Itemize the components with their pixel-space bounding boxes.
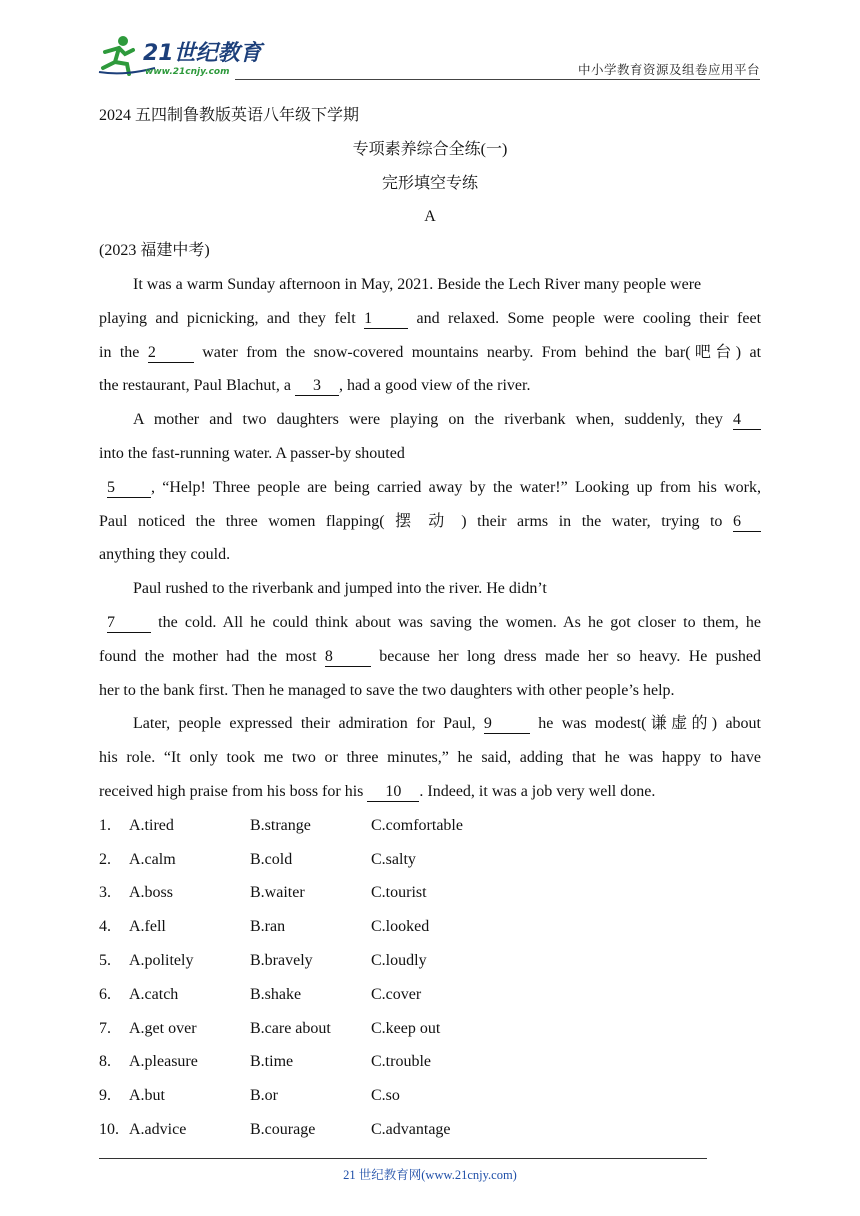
option-row: [99, 978, 761, 1012]
option-a[interactable]: A.tired: [129, 816, 174, 834]
option-c[interactable]: C.trouble: [371, 1053, 431, 1071]
option-row: [99, 843, 761, 877]
header-divider: [235, 79, 760, 80]
passage-line: Paul noticed the three women flapping( 摆 动 ) their arms in the water, trying to 6: [99, 505, 761, 539]
option-b[interactable]: B.or: [250, 1087, 278, 1105]
option-number: 3.: [99, 884, 111, 902]
option-c[interactable]: C.so: [371, 1087, 400, 1105]
document-body: [99, 99, 761, 1147]
option-b[interactable]: B.courage: [250, 1120, 316, 1138]
passage-line: 5 , “Help! Three people are being carried away by the water!” Looking up from his work,: [107, 478, 761, 496]
option-a[interactable]: A.advice: [129, 1120, 187, 1138]
blank-6[interactable]: 6: [733, 513, 761, 532]
option-c[interactable]: C.comfortable: [371, 816, 463, 834]
passage-line: in the 2 water from the snow-covered mountains nearby. From behind the bar(吧台) at: [99, 343, 761, 361]
passage-line: the restaurant, Paul Blachut, a 3 , had a good view of the river.: [99, 377, 531, 395]
option-b[interactable]: B.cold: [250, 850, 293, 868]
passage-line: Paul rushed to the riverbank and jumped into the river. He didn’t: [133, 580, 547, 598]
option-row: [99, 910, 761, 944]
option-number: 5.: [99, 951, 111, 969]
doc-section-title: 完形填空专练: [381, 174, 478, 192]
passage-line: into the fast-running water. A passer-by shouted: [99, 444, 405, 462]
logo-text: 21世纪教育: [143, 41, 262, 66]
option-b[interactable]: B.waiter: [250, 884, 305, 902]
option-b[interactable]: B.strange: [250, 816, 311, 834]
option-b[interactable]: B.shake: [250, 985, 302, 1003]
runner-logo-icon: [95, 30, 265, 78]
passage-line: A mother and two daughters were playing on the riverbank when, suddenly, they 4: [99, 403, 761, 437]
option-c[interactable]: C.keep out: [371, 1019, 441, 1037]
source-note: (2023 福建中考): [99, 242, 210, 260]
option-a[interactable]: A.fell: [129, 918, 166, 936]
section-letter: A: [424, 208, 436, 226]
option-a[interactable]: A.pleasure: [129, 1053, 198, 1071]
passage-line: found the mother had the most 8 because her long dress made her so heavy. He pushed: [99, 647, 761, 665]
footer-divider: [99, 1158, 707, 1159]
option-number: 8.: [99, 1053, 111, 1071]
option-number: 7.: [99, 1019, 111, 1037]
blank-3[interactable]: 3: [295, 377, 339, 396]
page-header: [95, 30, 760, 82]
option-a[interactable]: A.calm: [129, 850, 176, 868]
option-row: [99, 1045, 761, 1079]
option-number: 1.: [99, 816, 111, 834]
blank-2[interactable]: 2: [148, 344, 194, 363]
header-tagline: 中小学教育资源及组卷应用平台: [577, 62, 760, 77]
option-c[interactable]: C.advantage: [371, 1120, 451, 1138]
blank-1[interactable]: 1: [364, 310, 408, 329]
passage-line: 7 the cold. All he could think about was saving the women. As he got closer to them, he: [107, 613, 761, 631]
option-number: 4.: [99, 918, 111, 936]
option-b[interactable]: B.care about: [250, 1019, 331, 1037]
passage-line: Later, people expressed their admiration for Paul, 9 he was modest(谦虚的) about: [133, 715, 761, 733]
option-a[interactable]: A.boss: [129, 884, 174, 902]
logo-url: www.21cnjy.com: [145, 67, 230, 77]
blank-10[interactable]: 10: [367, 783, 419, 802]
option-b[interactable]: B.time: [250, 1053, 294, 1071]
passage-line: her to the bank first. Then he managed to save the two daughters with other people’s help.: [99, 681, 675, 699]
option-number: 10.: [99, 1120, 119, 1138]
option-a[interactable]: A.politely: [129, 951, 194, 969]
option-row: [99, 1079, 761, 1113]
option-c[interactable]: C.cover: [371, 985, 422, 1003]
option-a[interactable]: A.catch: [129, 985, 179, 1003]
option-number: 9.: [99, 1087, 111, 1105]
option-row: [99, 1012, 761, 1046]
answer-options: [99, 809, 761, 1147]
blank-4[interactable]: 4: [733, 411, 761, 430]
option-c[interactable]: C.tourist: [371, 884, 427, 902]
doc-subtitle: 专项素养综合全练(一): [352, 140, 508, 158]
passage-line: It was a warm Sunday afternoon in May, 2021. Beside the Lech River many people were: [133, 275, 702, 293]
option-row: [99, 1113, 761, 1147]
blank-8[interactable]: 8: [325, 648, 371, 667]
option-b[interactable]: B.ran: [250, 918, 286, 936]
option-row: [99, 876, 761, 910]
option-c[interactable]: C.looked: [371, 918, 430, 936]
option-row: [99, 944, 761, 978]
option-number: 2.: [99, 850, 111, 868]
footer-link[interactable]: 21 世纪教育网(www.21cnjy.com): [343, 1168, 517, 1182]
passage-line: his role. “It only took me two or three minutes,” he said, adding that he was happy to have: [99, 749, 761, 767]
blank-7[interactable]: 7: [107, 614, 151, 633]
passage-line: received high praise from his boss for his 10 . Indeed, it was a job very well done.: [99, 782, 656, 800]
logo: [95, 30, 265, 78]
option-b[interactable]: B.bravely: [250, 951, 313, 969]
option-number: 6.: [99, 985, 111, 1003]
option-a[interactable]: A.but: [129, 1087, 165, 1105]
passage-line: anything they could.: [99, 546, 231, 564]
option-c[interactable]: C.loudly: [371, 951, 427, 969]
passage-line: playing and picnicking, and they felt 1 and relaxed. Some people were cooling their feet: [99, 309, 761, 327]
doc-title: 2024 五四制鲁教版英语八年级下学期: [99, 107, 360, 124]
blank-9[interactable]: 9: [484, 715, 530, 734]
option-row: [99, 809, 761, 843]
option-c[interactable]: C.salty: [371, 850, 416, 868]
option-a[interactable]: A.get over: [129, 1019, 197, 1037]
blank-5[interactable]: 5: [107, 479, 151, 498]
